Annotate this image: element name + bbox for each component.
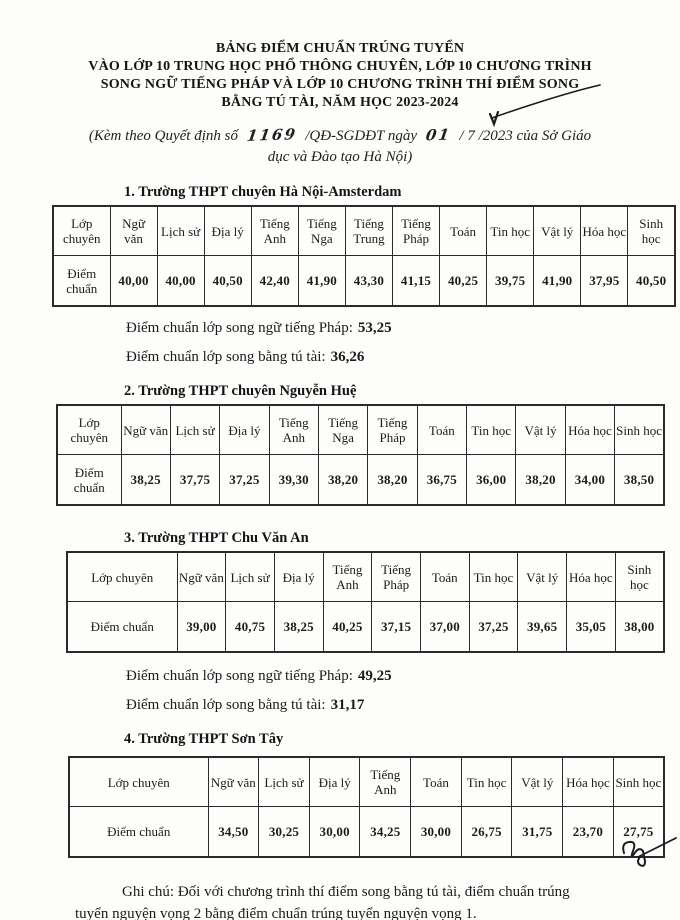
score-cell: 37,75 <box>170 455 219 506</box>
column-header: Tin học <box>467 405 516 455</box>
decree-line-1 <box>0 125 680 147</box>
note-value: 31,17 <box>330 697 365 713</box>
score-cell: 36,75 <box>417 455 466 506</box>
score-cell: 38,25 <box>274 602 323 653</box>
score-cell: 37,25 <box>220 455 269 506</box>
note-label: Điểm chuẩn lớp song ngữ tiếng Pháp: <box>126 668 353 684</box>
score-cell: 37,00 <box>420 602 469 653</box>
column-header: Ngữ văn <box>177 552 226 602</box>
corner-header: Lớp chuyên <box>67 552 177 602</box>
column-header: Tiếng Nga <box>298 206 345 256</box>
column-header: Tiếng Pháp <box>392 206 439 256</box>
column-header: Sinh học <box>615 405 664 455</box>
row-label: Điểm chuẩn <box>53 256 110 307</box>
column-header: Ngữ văn <box>110 206 157 256</box>
score-cell: 35,05 <box>567 602 616 653</box>
section-1-notes <box>126 318 680 367</box>
score-cell: 34,50 <box>208 807 259 858</box>
column-header: Vật lý <box>512 757 563 807</box>
row-label: Điểm chuẩn <box>69 807 208 858</box>
score-cell: 38,00 <box>615 602 664 653</box>
score-table-ha-noi-amsterdam <box>52 205 676 307</box>
column-header: Tin học <box>487 206 534 256</box>
column-header: Hóa học <box>563 757 614 807</box>
score-cell: 38,25 <box>121 455 170 506</box>
score-table-nguyen-hue <box>56 404 665 506</box>
decree-prefix: (Kèm theo Quyết định số <box>88 128 238 144</box>
score-cell: 39,65 <box>518 602 567 653</box>
decree-day-handwritten: 01 <box>424 125 453 145</box>
score-cell: 40,00 <box>157 256 204 307</box>
note-value: 36,26 <box>330 349 365 365</box>
column-header: Hóa học <box>565 405 614 455</box>
column-header: Tin học <box>469 552 518 602</box>
note-label: Điểm chuẩn lớp song bằng tú tài: <box>126 349 326 365</box>
column-header: Sinh học <box>613 757 664 807</box>
column-header: Toán <box>440 206 487 256</box>
decree-reference <box>0 125 680 168</box>
note-label: Điểm chuẩn lớp song bằng tú tài: <box>126 697 326 713</box>
score-cell: 40,75 <box>226 602 275 653</box>
column-header: Sinh học <box>615 552 664 602</box>
score-cell: 39,00 <box>177 602 226 653</box>
score-cell: 34,00 <box>565 455 614 506</box>
note-value: 49,25 <box>357 668 392 684</box>
score-cell: 37,25 <box>469 602 518 653</box>
column-header: Lịch sử <box>157 206 204 256</box>
decree-suffix: / 7 /2023 của Sở Giáo <box>459 128 592 144</box>
column-header: Tiếng Nga <box>318 405 367 455</box>
score-cell: 40,50 <box>204 256 251 307</box>
score-cell: 38,20 <box>368 455 417 506</box>
score-table-son-tay <box>68 756 665 858</box>
school-heading-4: 4. Trường THPT Sơn Tây <box>124 731 284 747</box>
column-header: Toán <box>417 405 466 455</box>
score-cell: 41,15 <box>392 256 439 307</box>
header-row <box>57 405 664 455</box>
column-header: Ngữ văn <box>121 405 170 455</box>
school-heading-1: 1. Trường THPT chuyên Hà Nội-Amsterdam <box>124 184 402 200</box>
decree-number-handwritten: 1169 <box>245 125 298 145</box>
note-label: Điểm chuẩn lớp song ngữ tiếng Pháp: <box>126 320 353 336</box>
column-header: Địa lý <box>274 552 323 602</box>
score-cell: 40,00 <box>110 256 157 307</box>
column-header: Tiếng Anh <box>269 405 318 455</box>
section-nguyen-hue <box>0 382 680 506</box>
section-chu-van-an <box>0 529 680 715</box>
column-header: Tiếng Pháp <box>372 552 421 602</box>
score-row <box>57 455 664 506</box>
score-cell: 38,20 <box>516 455 565 506</box>
corner-header: Lớp chuyên <box>69 757 208 807</box>
note-french-bilingual <box>126 318 680 338</box>
note-value: 53,25 <box>357 320 392 336</box>
header-row <box>69 757 664 807</box>
note-dual-diploma <box>126 347 680 367</box>
column-header: Tiếng Pháp <box>368 405 417 455</box>
school-heading-3: 3. Trường THPT Chu Văn An <box>124 530 309 546</box>
section-3-notes <box>126 666 680 715</box>
column-header: Lịch sử <box>170 405 219 455</box>
handwritten-scribble-icon <box>618 831 680 871</box>
score-cell: 31,75 <box>512 807 563 858</box>
score-cell: 37,15 <box>372 602 421 653</box>
column-header: Địa lý <box>309 757 360 807</box>
score-cell: 30,25 <box>259 807 310 858</box>
title-line-3: SONG NGỮ TIẾNG PHÁP VÀ LỚP 10 CHƯƠNG TRÌNH THÍ ĐIỂM SONG <box>100 77 580 92</box>
column-header: Tiếng Trung <box>345 206 392 256</box>
footer-note-line-1: Ghi chú: Đối với chương trình thí điểm song bằng tú tài, điểm chuẩn trúng <box>122 884 570 900</box>
section-son-tay <box>0 730 680 858</box>
score-row <box>67 602 664 653</box>
score-cell: 26,75 <box>461 807 512 858</box>
score-row <box>69 807 664 858</box>
score-cell: 42,40 <box>251 256 298 307</box>
column-header: Vật lý <box>534 206 581 256</box>
decree-line-2: dục và Đào tạo Hà Nội) <box>267 149 413 165</box>
column-header: Địa lý <box>220 405 269 455</box>
score-cell: 39,30 <box>269 455 318 506</box>
column-header: Tin học <box>461 757 512 807</box>
corner-header: Lớp chuyên <box>53 206 110 256</box>
score-cell: 30,00 <box>411 807 462 858</box>
section-ha-noi-amsterdam <box>0 183 680 367</box>
column-header: Toán <box>411 757 462 807</box>
score-cell: 38,50 <box>615 455 664 506</box>
score-row <box>53 256 675 307</box>
column-header: Tiếng Anh <box>251 206 298 256</box>
score-cell: 23,70 <box>563 807 614 858</box>
column-header: Sinh học <box>628 206 675 256</box>
row-label: Điểm chuẩn <box>57 455 121 506</box>
score-cell: 41,90 <box>298 256 345 307</box>
title-line-4: BẰNG TÚ TÀI, NĂM HỌC 2023-2024 <box>221 95 459 110</box>
header-row <box>53 206 675 256</box>
score-cell: 40,25 <box>323 602 372 653</box>
score-cell: 38,20 <box>318 455 367 506</box>
header-row <box>67 552 664 602</box>
score-cell: 43,30 <box>345 256 392 307</box>
school-heading-2: 2. Trường THPT chuyên Nguyễn Huệ <box>124 383 357 399</box>
score-cell: 39,75 <box>487 256 534 307</box>
column-header: Vật lý <box>518 552 567 602</box>
score-cell: 40,50 <box>628 256 675 307</box>
note-french-bilingual <box>126 666 680 686</box>
score-cell: 27,75 <box>613 807 664 858</box>
column-header: Vật lý <box>516 405 565 455</box>
score-cell: 37,95 <box>581 256 628 307</box>
score-cell: 40,25 <box>440 256 487 307</box>
column-header: Ngữ văn <box>208 757 259 807</box>
footer-note-line-2: tuyển nguyện vọng 2 bằng điểm chuẩn trúng tuyển nguyện vọng 1. <box>75 906 477 920</box>
column-header: Tiếng Anh <box>323 552 372 602</box>
note-dual-diploma <box>126 695 680 715</box>
column-header: Lịch sử <box>259 757 310 807</box>
handwritten-tick-icon <box>478 80 604 128</box>
row-label: Điểm chuẩn <box>67 602 177 653</box>
score-cell: 30,00 <box>309 807 360 858</box>
column-header: Toán <box>420 552 469 602</box>
title-line-2: VÀO LỚP 10 TRUNG HỌC PHỔ THÔNG CHUYÊN, LỚP 10 CHƯƠNG TRÌNH <box>88 59 592 74</box>
score-cell: 41,90 <box>534 256 581 307</box>
footer-note <box>0 881 680 920</box>
title-line-1: BẢNG ĐIỂM CHUẨN TRÚNG TUYỂN <box>215 41 465 56</box>
score-table-chu-van-an <box>66 551 665 653</box>
column-header: Tiếng Anh <box>360 757 411 807</box>
column-header: Địa lý <box>204 206 251 256</box>
decree-middle: /QĐ-SGDĐT ngày <box>305 128 418 144</box>
score-cell: 34,25 <box>360 807 411 858</box>
column-header: Hóa học <box>567 552 616 602</box>
score-cell: 36,00 <box>467 455 516 506</box>
corner-header: Lớp chuyên <box>57 405 121 455</box>
column-header: Hóa học <box>581 206 628 256</box>
column-header: Lịch sử <box>226 552 275 602</box>
